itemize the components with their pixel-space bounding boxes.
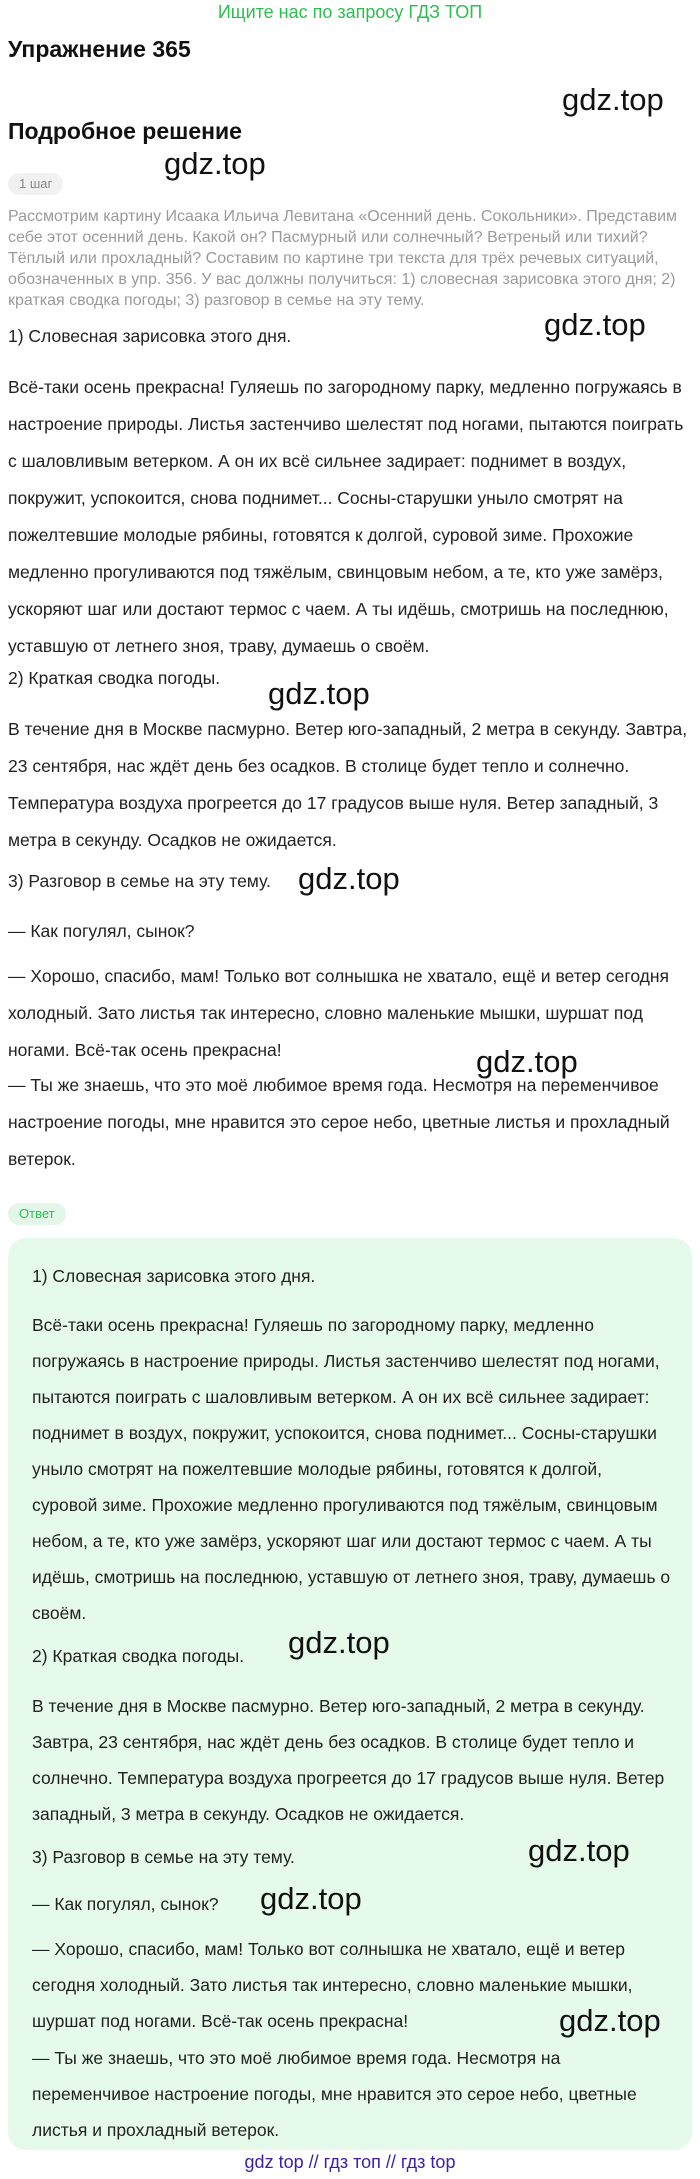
answer-dialogue-text-2: — Хорошо, спасибо, мам! Только вот солнышка не хватало, ещё и ветер сегодня холодный. Зато листья так интересно, словно маленькие мышки, шуршат под ногами. Всё-так осень прекрасна!	[32, 1939, 633, 2031]
search-banner: Ищите нас по запросу ГДЗ ТОП	[217, 2, 483, 22]
watermark: gdz.top	[562, 82, 664, 117]
watermark: gdz.top	[260, 1881, 362, 1916]
solution-heading-2: 2) Краткая сводка погоды.	[8, 668, 221, 688]
dialogue-line-3	[8, 1067, 694, 1178]
watermark: gdz.top	[268, 676, 370, 711]
answer-heading-1	[32, 1258, 672, 1294]
dialogue-text-2: — Хорошо, спасибо, мам! Только вот солнышка не хватало, ещё и ветер сегодня холодный. Зато листья так интересно, словно маленькие мышки, шуршат под ногами. Всё-так осень прекрасна!	[8, 966, 670, 1060]
answer-heading-3-text: 3) Разговор в семье на эту тему.	[32, 1847, 295, 1867]
answer-badge: Ответ	[8, 1203, 66, 1225]
solution-paragraph-1	[8, 369, 694, 665]
answer-heading-2-text: 2) Краткая сводка погоды.	[32, 1646, 245, 1666]
watermark: gdz.top	[559, 2003, 661, 2038]
dialogue-text-1: — Как погулял, сынок?	[8, 921, 195, 941]
task-description: Рассмотрим картину Исаака Ильича Левитана «Осенний день. Сокольники». Представим себе этот осенний день. Какой он? Пасмурный или солнечный? Ветреный или тихий? Тёплый или прохладный? Составим по картине три текста для трёх речевых ситуаций, обозначенных в упр. 356. У вас должны получиться: 1) словесная зарисовка этого дня; 2) краткая сводка погоды; 3) разговор в семье на эту тему.	[8, 208, 678, 309]
answer-dialogue-text-1: — Как погулял, сынок?	[32, 1894, 219, 1914]
solution-heading: Подробное решение	[8, 118, 242, 144]
watermark: gdz.top	[288, 1625, 390, 1660]
solution-heading-1: 1) Словесная зарисовка этого дня.	[8, 326, 292, 346]
answer-text-1: Всё-таки осень прекрасна! Гуляешь по загородному парку, медленно погружаясь в настроение природы. Листья застенчиво шелестят под ногами, пытаются поиграть с шаловливым ветерком. А он их всё сильнее задирает: поднимет в воздух, покружит, успокоится, снова поднимет... Сосны-старушки уныло смотрят на пожелтевшие молодые рябины, готовятся к долгой, суровой зиме. Прохожие медленно прогуливаются под тяжёлым, свинцовым небом, а те, кто уже замёрз, ускоряют шаг или достают термос с чаем. А ты идёшь, смотришь на последнюю, уставшую от летнего зноя, траву, думаешь о своём.	[32, 1315, 671, 1623]
step-badge: 1 шаг	[8, 173, 63, 195]
page-title: Упражнение 365	[8, 36, 191, 62]
answer-dialogue-3	[32, 2040, 672, 2148]
answer-paragraph-2	[32, 1688, 672, 1832]
answer-text-2: В течение дня в Москве пасмурно. Ветер юго-западный, 2 метра в секунду. Завтра, 23 сентября, нас ждёт день без осадков. В столице будет тепло и солнечно. Температура воздуха прогреется до 17 градусов выше нуля. Ветер западный, 3 метра в секунду. Осадков не ожидается.	[32, 1696, 665, 1824]
watermark: gdz.top	[528, 1833, 630, 1868]
dialogue-line-2	[8, 958, 694, 1069]
watermark: gdz.top	[298, 861, 400, 896]
watermark: gdz.top	[476, 1044, 578, 1079]
answer-heading-1-text: 1) Словесная зарисовка этого дня.	[32, 1266, 316, 1286]
dialogue-text-3: — Ты же знаешь, что это моё любимое время года. Несмотря на переменчивое настроение погоды, мне нравится это серое небо, цветные листья и прохладный ветерок.	[8, 1075, 670, 1169]
solution-text-1: Всё-таки осень прекрасна! Гуляешь по загородному парку, медленно погружаясь в настроение природы. Листья застенчиво шелестят под ногами, пытаются поиграть с шаловливым ветерком. А он их всё сильнее задирает: поднимет в воздух, покружит, успокоится, снова поднимет... Сосны-старушки уныло смотрят на пожелтевшие молодые рябины, готовятся к долгой, суровой зиме. Прохожие медленно прогуливаются под тяжёлым, свинцовым небом, а те, кто уже замёрз, ускоряют шаг или достают термос с чаем. А ты идёшь, смотришь на последнюю, уставшую от летнего зноя, траву, думаешь о своём.	[8, 377, 684, 656]
solution-heading-3: 3) Разговор в семье на эту тему.	[8, 871, 271, 891]
dialogue-line-1	[8, 913, 694, 950]
watermark: gdz.top	[164, 146, 266, 181]
watermark: gdz.top	[544, 307, 646, 342]
answer-paragraph-1	[32, 1307, 672, 1631]
solution-text-2: В течение дня в Москве пасмурно. Ветер юго-западный, 2 метра в секунду. Завтра, 23 сентября, нас ждёт день без осадков. В столице будет тепло и солнечно. Температура воздуха прогреется до 17 градусов выше нуля. Ветер западный, 3 метра в секунду. Осадков не ожидается.	[8, 719, 688, 850]
answer-dialogue-text-3: — Ты же знаешь, что это моё любимое время года. Несмотря на переменчивое настроение погоды, мне нравится это серое небо, цветные листья и прохладный ветерок.	[32, 2048, 637, 2140]
solution-paragraph-2	[8, 711, 694, 859]
footer-links[interactable]: gdz top // гдз топ // гдз top	[244, 2152, 456, 2172]
